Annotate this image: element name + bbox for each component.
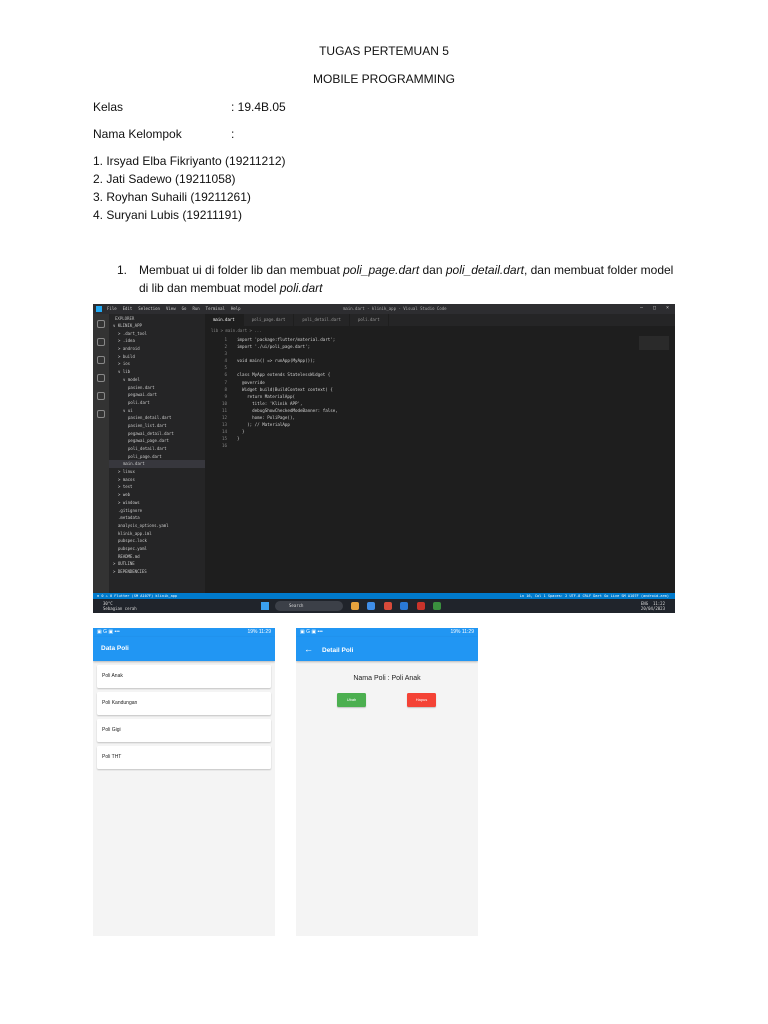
kelas-label: Kelas	[93, 100, 124, 114]
task-item-1	[117, 261, 677, 297]
tree-item[interactable]: > web	[118, 492, 131, 498]
tree-item[interactable]: > macos	[118, 476, 135, 482]
editor-tab[interactable]: main.dart	[205, 314, 244, 326]
maximize-icon: □	[652, 305, 656, 311]
poli-list	[93, 665, 275, 769]
pdf-icon	[417, 602, 425, 610]
task-number: 1.	[117, 263, 128, 277]
tree-item[interactable]: ∨ model	[123, 376, 140, 382]
file-poli: poli.dart	[279, 281, 323, 295]
code-line	[205, 386, 338, 393]
member-4: 4. Suryani Lubis (19211191)	[93, 208, 242, 222]
code-line	[205, 400, 338, 407]
code-line	[205, 393, 338, 400]
code-line	[205, 350, 338, 357]
taskbar-app-icons	[351, 602, 447, 611]
tree-item[interactable]: klinik_app.iml	[118, 530, 152, 536]
line-number: 5	[224, 365, 227, 371]
menu-item[interactable]: Help	[230, 306, 241, 311]
nama-kelompok-label: Nama Kelompok	[93, 127, 182, 141]
system-tray: ENG 11:22 20/04/2023	[640, 601, 665, 611]
tree-item[interactable]: poli.dart	[128, 399, 150, 405]
app-bar-title: Data Poli	[93, 637, 275, 661]
code-text: void main() => runApp(MyApp());	[237, 358, 316, 364]
code-line	[205, 435, 338, 442]
vscode-titlebar	[93, 304, 675, 314]
code-text: Widget build(BuildContext context) {	[237, 386, 333, 392]
tree-item[interactable]: > test	[118, 484, 133, 490]
line-number: 3	[224, 351, 227, 357]
line-number: 4	[224, 358, 227, 364]
minimize-icon: –	[639, 305, 643, 311]
search-icon	[97, 338, 105, 346]
tree-item[interactable]: > DEPENDENCIES	[113, 569, 147, 574]
tree-item[interactable]: pegawai_detail.dart	[128, 430, 174, 436]
line-number: 14	[221, 429, 227, 435]
menu-item[interactable]: Go	[181, 306, 187, 311]
code-line	[205, 421, 338, 428]
vscode-menu	[107, 306, 247, 311]
vscode-screenshot	[93, 304, 675, 613]
code-text: ); // MaterialApp	[237, 422, 290, 428]
member-1: 1. Irsyad Elba Fikriyanto (19211212)	[93, 154, 286, 168]
line-number: 7	[224, 379, 227, 385]
menu-item[interactable]: Terminal	[205, 306, 225, 311]
code-line	[205, 364, 338, 371]
code-text: import './ui/poli_page.dart';	[237, 344, 311, 350]
member-3: 3. Royhan Suhaili (19211261)	[93, 190, 251, 204]
menu-item[interactable]: View	[165, 306, 176, 311]
app-bar	[296, 637, 478, 661]
tree-item[interactable]: pegawai.dart	[128, 392, 157, 398]
code-line	[205, 357, 338, 364]
back-arrow-icon[interactable]: ←	[304, 644, 313, 654]
breadcrumb: lib > main.dart > ...	[211, 328, 262, 333]
file-poli-detail: poli_detail.dart	[445, 263, 524, 277]
line-number: 11	[221, 407, 227, 413]
editor-area	[205, 314, 675, 593]
explorer-sidebar	[109, 314, 205, 593]
menu-item[interactable]: Edit	[122, 306, 133, 311]
line-number: 9	[224, 393, 227, 399]
code-text: title: 'Klinik APP',	[237, 400, 303, 406]
hapus-button[interactable]: Hapus	[407, 693, 436, 707]
action-buttons	[296, 693, 478, 709]
code-line	[205, 336, 338, 343]
minimap	[639, 336, 669, 350]
code-text: @override	[237, 379, 265, 385]
tree-item[interactable]: README.md	[118, 553, 140, 559]
vscode-window-title: main.dart - klinik_app - Visual Studio Code	[343, 306, 447, 311]
code-line	[205, 414, 338, 421]
tree-item[interactable]: > .idea	[118, 338, 135, 344]
editor-tab[interactable]: poli_detail.dart	[294, 314, 350, 326]
member-2: 2. Jati Sadewo (19211058)	[93, 172, 236, 186]
nama-kelompok-value: :	[231, 127, 235, 141]
source-control-icon	[97, 356, 105, 364]
chrome-icon	[384, 602, 392, 610]
tree-item[interactable]: > android	[118, 346, 140, 352]
file-explorer-icon	[351, 602, 359, 610]
phone-data-poli	[93, 628, 275, 936]
close-icon: ×	[665, 305, 669, 311]
line-number: 13	[221, 422, 227, 428]
line-number: 16	[221, 443, 227, 449]
menu-item[interactable]: Run	[192, 306, 200, 311]
line-number: 8	[224, 386, 227, 392]
code-line	[205, 407, 338, 414]
extensions-icon	[97, 392, 105, 400]
tree-item[interactable]: ∨ lib	[118, 369, 131, 375]
code-text: }	[237, 429, 245, 435]
phone-status-bar: ▣ G ▣ ••• 19% 11:29	[296, 628, 478, 637]
explorer-header: EXPLORER	[115, 316, 135, 321]
app-bar-title: Detail Poli	[322, 647, 354, 654]
status-left: ⊗ 0 ⚠ 0 Flutter (SM A107F) klinik_app	[97, 594, 178, 598]
editor-tab[interactable]: poli_page.dart	[244, 314, 295, 326]
window-controls	[630, 305, 669, 311]
tree-item[interactable]: .gitignore	[118, 507, 143, 513]
code-text: debugShowCheckedModeBanner: false,	[237, 407, 338, 413]
windows-start-icon	[261, 602, 269, 610]
windows-taskbar	[93, 599, 675, 613]
tree-item[interactable]: ∨ KLINIK_APP	[113, 323, 142, 328]
weather-widget: 30°C Sebagian cerah	[103, 601, 137, 611]
tree-item[interactable]: pubspec.yaml	[118, 545, 147, 551]
poli-name-text: Nama Poli : Poli Anak	[353, 675, 421, 682]
android-studio-icon	[433, 602, 441, 610]
menu-item[interactable]: File	[107, 306, 117, 311]
tree-item[interactable]: > OUTLINE	[113, 561, 135, 567]
line-number: 10	[221, 400, 227, 406]
nama-kelompok-row	[93, 127, 234, 141]
tree-item[interactable]: pasien.dart	[128, 384, 155, 390]
activity-bar	[93, 314, 109, 593]
run-debug-icon	[97, 374, 105, 382]
menu-item[interactable]: Selection	[138, 306, 160, 311]
tree-item[interactable]: > build	[118, 353, 135, 359]
phone-status-bar: ▣ G ▣ ••• 19% 11:29	[93, 628, 275, 637]
code-line	[205, 343, 338, 350]
phone-detail-poli	[296, 628, 478, 936]
editor-tab[interactable]: poli.dart	[350, 314, 389, 326]
tree-item[interactable]: main.dart	[109, 460, 205, 468]
testing-icon	[97, 410, 105, 418]
code-line	[205, 371, 338, 378]
poli-list-item[interactable]: Poli Kandungan	[97, 692, 271, 715]
tree-item[interactable]: pasien_detail.dart	[128, 415, 172, 421]
status-right: Ln 16, Col 1 Spaces: 2 UTF-8 CRLF Dart Go Live SM A107F (android-arm)	[519, 594, 669, 598]
line-number: 12	[221, 415, 227, 421]
tree-item[interactable]: pegawai_page.dart	[128, 438, 169, 444]
tree-item[interactable]: poli_detail.dart	[128, 446, 167, 451]
code-line	[205, 379, 338, 386]
code-text: import 'package:flutter/material.dart';	[237, 337, 336, 342]
line-number: 1	[224, 337, 227, 342]
tree-item[interactable]: pubspec.lock	[118, 538, 147, 544]
poli-list-item[interactable]: Poli Anak	[97, 665, 271, 688]
tree-item[interactable]: analysis_options.yaml	[118, 522, 169, 528]
tree-item[interactable]: ∨ ui	[123, 407, 133, 413]
explorer-icon	[97, 320, 105, 328]
code-line	[205, 428, 338, 435]
code-text: return MaterialApp(	[237, 393, 295, 399]
tree-item[interactable]: pasien_list.dart	[128, 422, 167, 428]
file-tree	[109, 322, 205, 576]
line-number: 6	[224, 372, 227, 378]
code-text: class MyApp extends StatelessWidget {	[237, 372, 331, 378]
code-view	[205, 336, 338, 450]
code-text: }	[237, 436, 240, 442]
kelas-value: : 19.4B.05	[231, 100, 286, 114]
file-poli-page: poli_page.dart	[343, 263, 420, 277]
poli-list-item[interactable]: Poli THT	[97, 746, 271, 769]
ubah-button[interactable]: Ubah	[337, 693, 366, 707]
doc-subtitle: MOBILE PROGRAMMING	[312, 72, 455, 86]
taskbar-search: Search	[275, 601, 343, 611]
editor-tabs	[205, 314, 675, 326]
code-text: home: PoliPage(),	[237, 415, 295, 421]
mail-icon	[367, 602, 375, 610]
task-text: Membuat ui di folder lib dan membuat poli_page.dart dan poli_detail.dart, dan membuat folder model di lib dan membuat model poli.dart	[139, 263, 674, 295]
poli-list-item[interactable]: Poli Gigi	[97, 719, 271, 742]
doc-title: TUGAS PERTEMUAN 5	[319, 44, 449, 58]
line-number: 2	[224, 344, 227, 350]
code-line	[205, 442, 338, 449]
vscode-logo-icon	[96, 306, 102, 312]
tree-item[interactable]: > linux	[118, 469, 135, 475]
tree-item[interactable]: poli_page.dart	[128, 453, 162, 459]
vscode-taskbar-icon	[400, 602, 408, 610]
kelas-row	[93, 100, 286, 114]
tree-item[interactable]: > windows	[118, 499, 140, 505]
line-number: 15	[221, 436, 227, 442]
tree-item[interactable]: .metadata	[118, 515, 140, 521]
tree-item[interactable]: > .dart_tool	[118, 330, 147, 336]
tree-item[interactable]: > ios	[118, 361, 131, 367]
